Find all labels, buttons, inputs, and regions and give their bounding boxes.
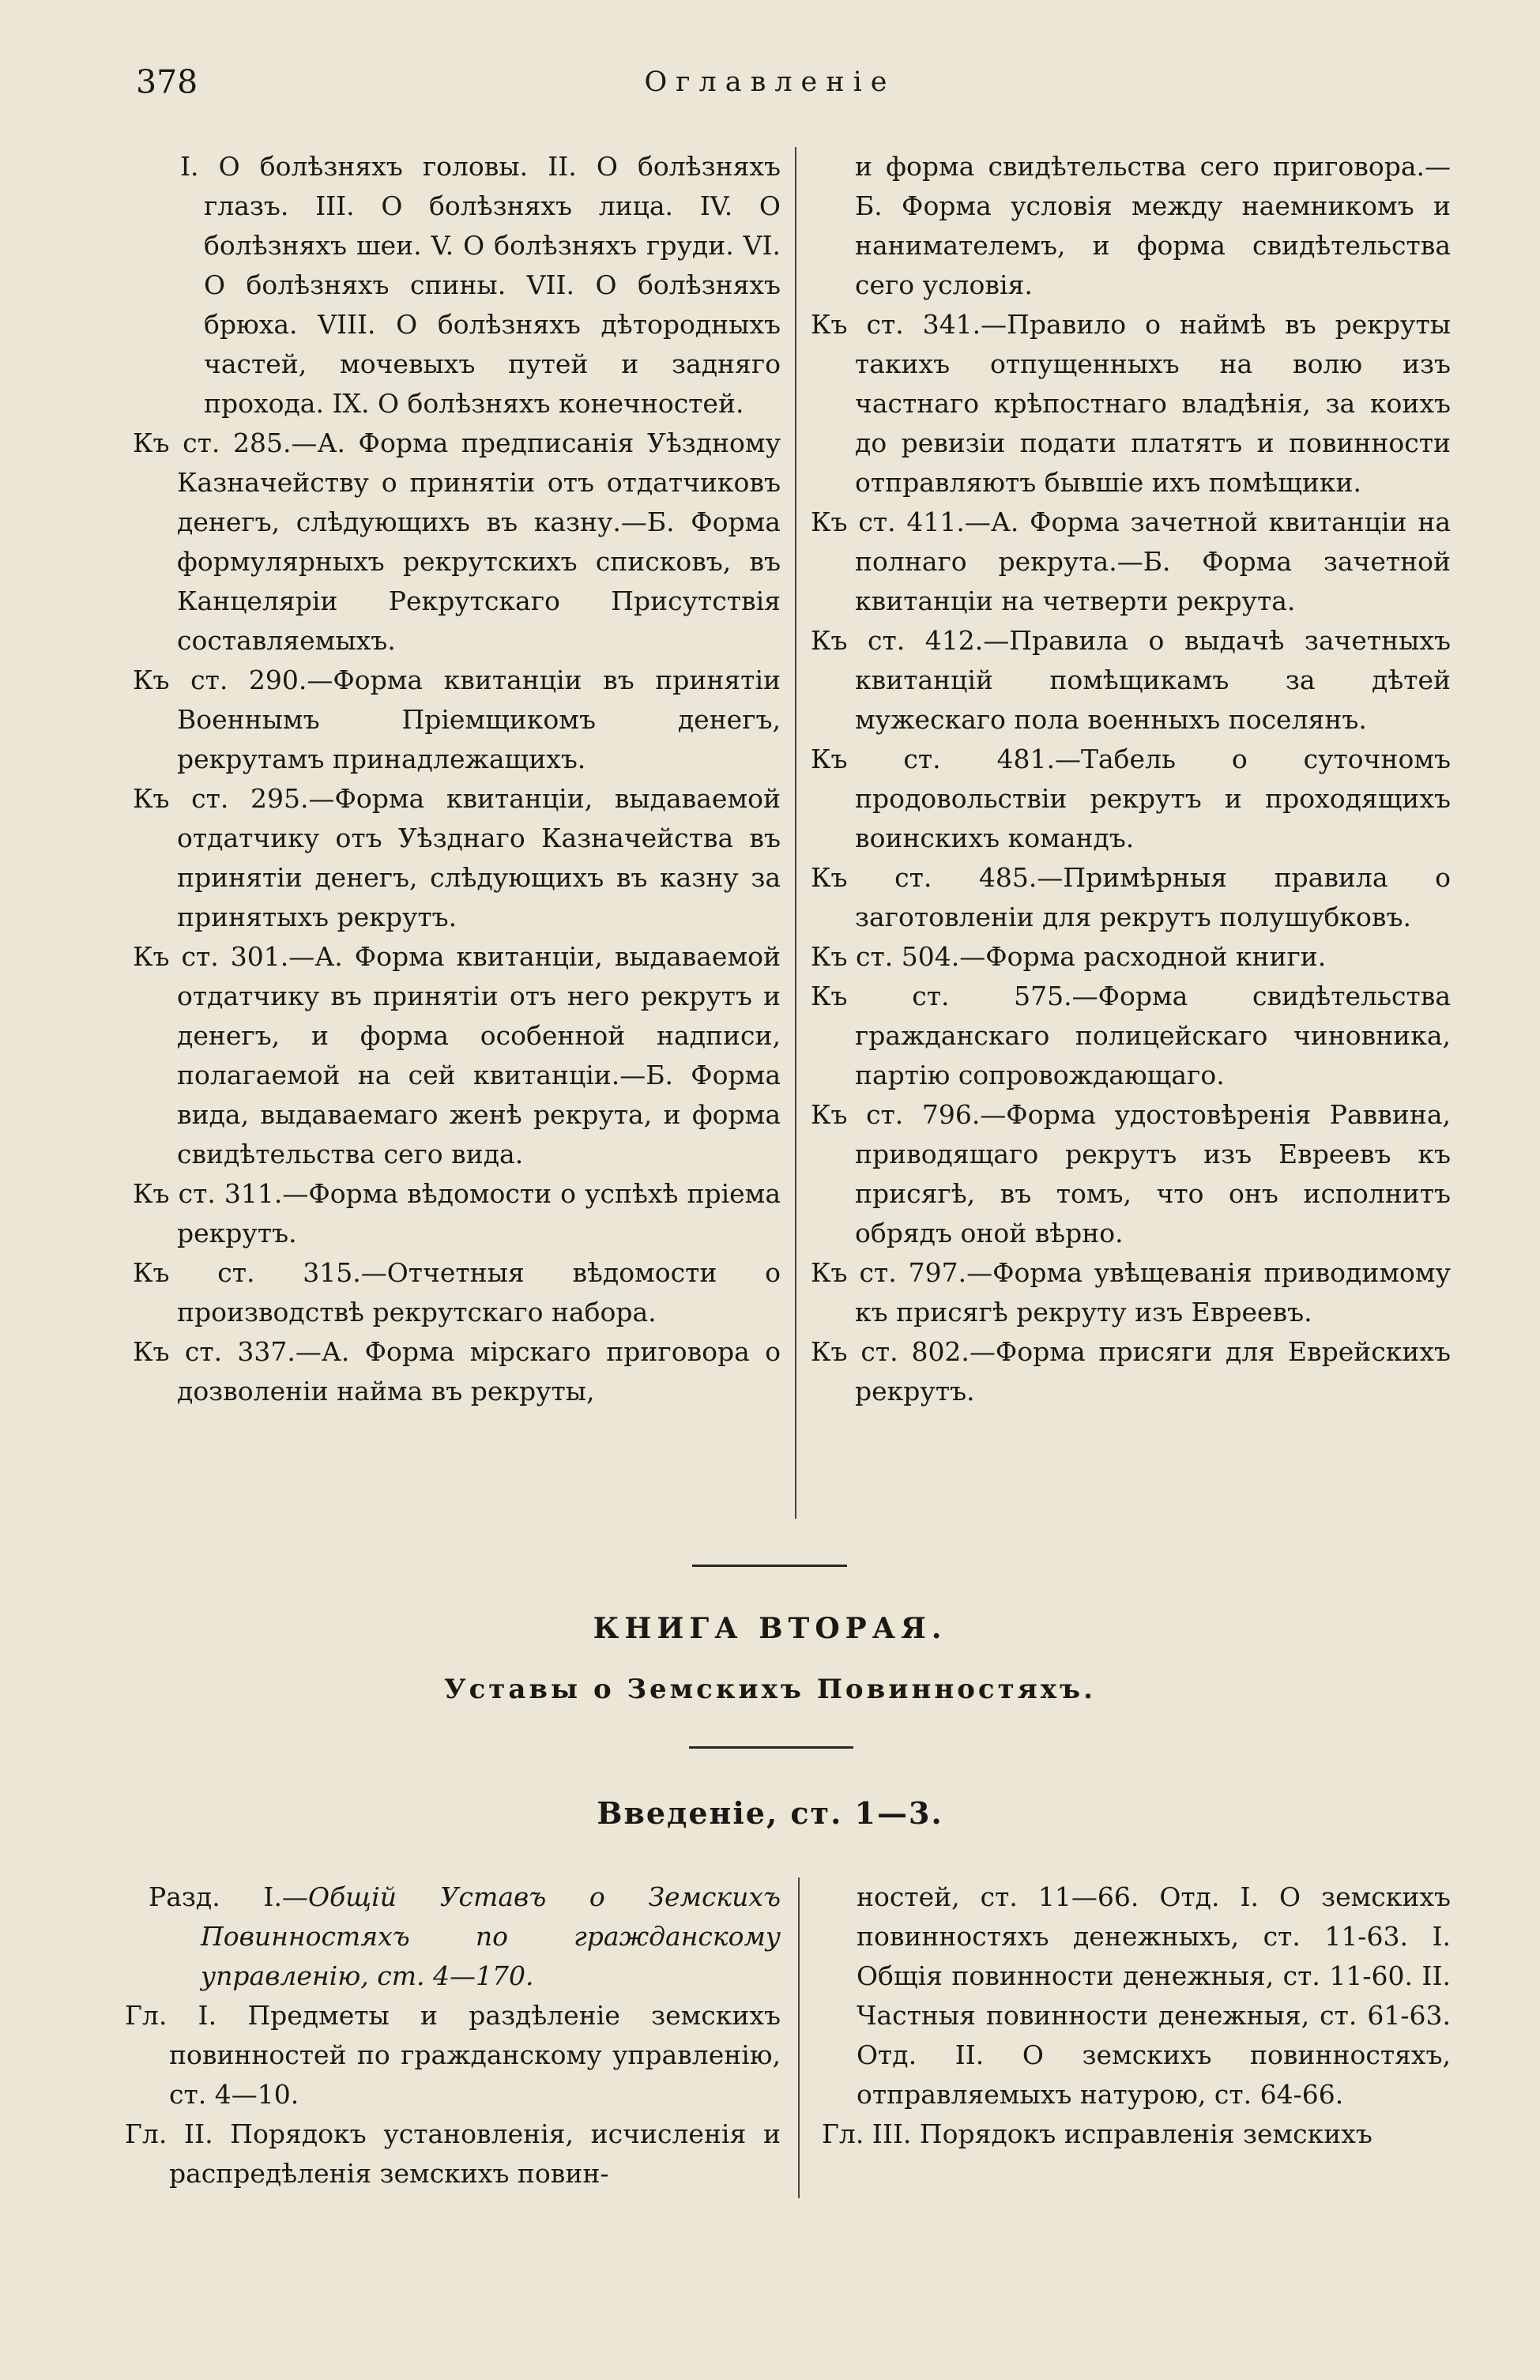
introduction-heading: Введеніе, ст. 1—3. — [597, 1795, 943, 1831]
toc-entry: Къ ст. 575.—Форма свидѣтельства гражданскаго полицейскаго чиновника, партію сопровождающаго. — [811, 981, 1451, 1090]
toc-bottom-right-column — [822, 1877, 1451, 2154]
toc-entry: Гл. III. Порядокъ исправленія земскихъ — [822, 2118, 1372, 2149]
toc-entry: Къ ст. 802.—Форма присяги для Еврейскихъ рекрутъ. — [811, 1336, 1451, 1407]
toc-entry: Къ ст. 481.—Табель о суточномъ продовольствіи рекрутъ и проходящихъ воинскихъ командъ. — [811, 744, 1451, 853]
running-title: Оглавленіе — [644, 66, 896, 98]
section-rule — [689, 1746, 853, 1749]
toc-entry: Къ ст. 311.—Форма вѣдомости о успѣхѣ пріема рекрутъ. — [133, 1178, 781, 1248]
toc-entry: Къ ст. 285.—А. Форма предписанія Уѣздному Казначейству о принятіи отъ отдатчиковъ денегъ, слѣдующихъ въ казну.—Б. Форма формулярныхъ рекрутскихъ списковъ, въ Канцеляріи Рекрутскаго Присутствія составляемыхъ. — [133, 427, 781, 656]
toc-entry: I. О болѣзняхъ головы. II. О болѣзняхъ глазъ. III. О болѣзняхъ лица. IV. О болѣзняхъ шеи. V. О болѣзняхъ груди. VI. О болѣзняхъ спины. VII. О болѣзняхъ брюха. VIII. О болѣзняхъ дѣтородныхъ частей, мочевыхъ путей и задняго прохода. IX. О болѣзняхъ конечностей. — [180, 151, 781, 419]
toc-entry: Къ ст. 412.—Правила о выдачѣ зачетныхъ квитанцій помѣщикамъ за дѣтей мужескаго пола военныхъ поселянъ. — [811, 625, 1451, 735]
toc-entry: Къ ст. 295.—Форма квитанціи, выдаваемой отдатчику отъ Уѣзднаго Казначейства въ принятіи денегъ, слѣдующихъ въ казну за принятыхъ рекрутъ. — [133, 783, 781, 932]
section-label: Разд. I.— — [149, 1881, 308, 1912]
column-divider — [795, 147, 796, 1519]
toc-entry: ностей, ст. 11—66. Отд. I. О земскихъ повинностяхъ денежныхъ, ст. 11-63. I. Общія повинности денежныя, ст. 11-60. II. Частныя повинности денежныя, ст. 61-63. Отд. II. О земскихъ повинностяхъ, отправляемыхъ натурою, ст. 64-66. — [857, 1881, 1451, 2110]
section-title: Общій Уставъ о Земскихъ Повинностяхъ по гражданскому управленію, ст. 4—170. — [201, 1881, 781, 1991]
book-subtitle: Уставы о Земскихъ Повинностяхъ. — [444, 1674, 1096, 1705]
toc-top-left-column — [133, 147, 781, 1411]
toc-entry: Къ ст. 315.—Отчетныя вѣдомости о производствѣ рекрутскаго набора. — [133, 1257, 781, 1327]
toc-top-right-column — [811, 147, 1451, 1411]
toc-entry: Къ ст. 301.—А. Форма квитанціи, выдаваемой отдатчику въ принятіи отъ него рекрутъ и денегъ, и форма особенной надписи, полагаемой на сей квитанціи.—Б. Форма вида, выдаваемаго женѣ рекрута, и форма свидѣтельства сего вида. — [133, 941, 781, 1169]
toc-entry: Къ ст. 504.—Форма расходной книги. — [811, 941, 1327, 972]
toc-entry: Къ ст. 485.—Примѣрныя правила о заготовленіи для рекрутъ полушубковъ. — [811, 862, 1451, 932]
toc-entry: и форма свидѣтельства сего приговора.—Б. Форма условія между наемникомъ и нанимателемъ, и форма свидѣтельства сего условія. — [855, 151, 1451, 300]
toc-entry: Къ ст. 337.—А. Форма мірскаго приговора о дозволеніи найма въ рекруты, — [133, 1336, 781, 1407]
book-title: КНИГА ВТОРАЯ. — [593, 1612, 947, 1645]
toc-entry: Къ ст. 797.—Форма увѣщеванія приводимому къ присягѣ рекруту изъ Евреевъ. — [811, 1257, 1451, 1327]
toc-entry: Къ ст. 341.—Правило о наймѣ въ рекруты такихъ отпущенныхъ на волю изъ частнаго крѣпостнаго владѣнія, за коихъ до ревизіи подати платятъ и повинности отправляютъ бывшіе ихъ помѣщики. — [811, 309, 1451, 498]
column-divider — [798, 1877, 800, 2198]
toc-entry-section — [125, 1877, 781, 1996]
toc-entry: Къ ст. 411.—А. Форма зачетной квитанціи на полнаго рекрута.—Б. Форма зачетной квитанціи на четверти рекрута. — [811, 507, 1451, 616]
toc-bottom-left-column — [125, 1877, 781, 2194]
toc-entry: Гл. II. Порядокъ установленія, исчисленія и распредѣленія земскихъ повин- — [125, 2118, 781, 2189]
section-rule — [692, 1565, 847, 1567]
toc-entry: Къ ст. 796.—Форма удостовѣренія Раввина, приводящаго рекрутъ изъ Евреевъ къ присягѣ, въ томъ, что онъ исполнитъ обрядъ оной вѣрно. — [811, 1099, 1451, 1248]
toc-entry: Гл. I. Предметы и раздѣленіе земскихъ повинностей по гражданскому управленію, ст. 4—10. — [125, 2000, 781, 2110]
page-number: 378 — [136, 63, 198, 101]
toc-entry: Къ ст. 290.—Форма квитанціи въ принятіи Военнымъ Пріемщикомъ денегъ, рекрутамъ принадлежащихъ. — [133, 665, 781, 774]
